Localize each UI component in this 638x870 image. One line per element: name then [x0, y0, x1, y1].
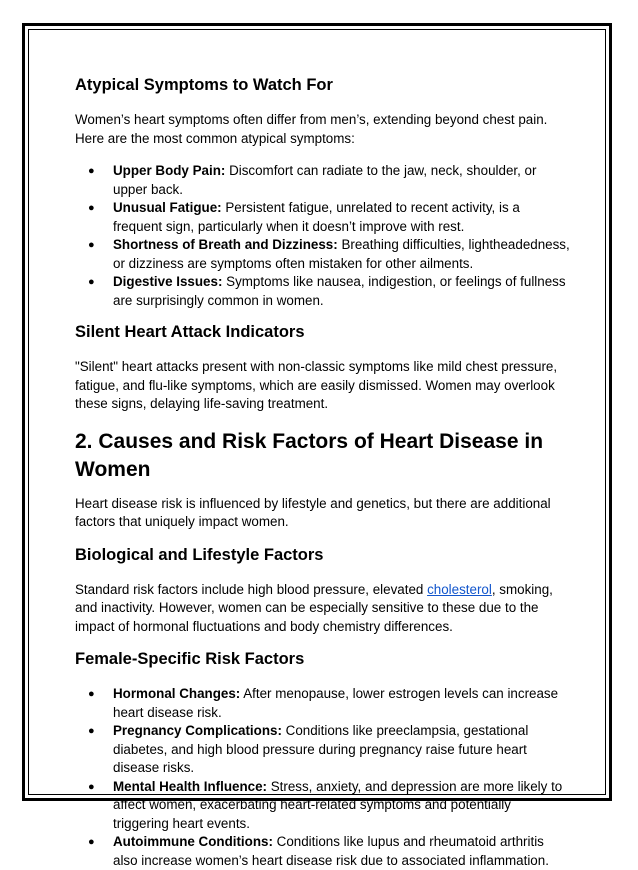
- list-item: [75, 199, 570, 236]
- list-item-term: Hormonal Changes:: [113, 686, 241, 701]
- cholesterol-link[interactable]: cholesterol: [427, 581, 492, 597]
- paragraph-atypical-intro: Women’s heart symptoms often differ from men’s, extending beyond chest pain. Here are the most common atypical symptoms:: [75, 112, 548, 146]
- list-item-term: Shortness of Breath and Dizziness:: [113, 237, 338, 252]
- list-item-term: Mental Health Influence:: [113, 778, 268, 794]
- list-item-text: Conditions like preeclampsia, gestational diabetes, and high blood pressure during pregnancy raise future heart disease risks.: [113, 723, 529, 775]
- heading-silent-heart-attack: Silent Heart Attack Indicators: [75, 323, 305, 341]
- list-item-text: After menopause, lower estrogen levels can increase heart disease risk.: [113, 686, 559, 720]
- list-item: [75, 273, 570, 310]
- list-item: [75, 236, 570, 273]
- paragraph-biological-lifestyle: [75, 581, 570, 637]
- list-item-text: Discomfort can radiate to the jaw, neck, shoulder, or upper back.: [113, 163, 537, 197]
- list-female-risk-factors: [75, 685, 570, 870]
- list-item-term: Unusual Fatigue:: [113, 200, 222, 215]
- list-item-term: Autoimmune Conditions:: [113, 834, 273, 849]
- heading-female-specific: Female-Specific Risk Factors: [75, 650, 305, 668]
- heading-causes-risk-factors: 2. Causes and Risk Factors of Heart Disease in Women: [75, 429, 544, 481]
- bullet-icon: ●: [88, 688, 95, 700]
- list-item: [75, 685, 570, 722]
- bullet-icon: ●: [88, 780, 95, 793]
- paragraph-causes-intro: Heart disease risk is influenced by lifestyle and genetics, but there are additional factors that uniquely impact women.: [75, 495, 551, 529]
- list-item: [75, 722, 570, 778]
- bullet-icon: ●: [88, 725, 95, 737]
- heading-atypical-symptoms: Atypical Symptoms to Watch For: [75, 76, 333, 94]
- bullet-icon: ●: [88, 239, 95, 251]
- list-item-text: Symptoms like nausea, indigestion, or feelings of fullness are surprisingly common in women.: [113, 274, 566, 308]
- paragraph-text-after-link: , smoking, and inactivity. However, women can be especially sensitive to these due to the impact of hormonal fluctuations and body chemistry differences.: [75, 581, 553, 634]
- bullet-icon: ●: [88, 836, 95, 848]
- bullet-icon: ●: [88, 165, 95, 177]
- list-item: [75, 162, 570, 199]
- list-item-text: Breathing difficulties, lightheadedness, or dizziness are symptoms often mistaken for other ailments.: [113, 237, 570, 271]
- list-item: [75, 833, 570, 870]
- list-atypical-symptoms: [75, 162, 570, 310]
- heading-biological-lifestyle: Biological and Lifestyle Factors: [75, 545, 324, 564]
- paragraph-text-before-link: Standard risk factors include high blood pressure, elevated: [75, 581, 428, 597]
- list-item-term: Digestive Issues:: [113, 274, 223, 289]
- bullet-icon: ●: [88, 276, 95, 288]
- list-item-text: Stress, anxiety, and depression are more likely to affect women, exacerbating heart-related symptoms and potentially triggering heart events.: [113, 778, 563, 831]
- bullet-icon: ●: [88, 202, 95, 214]
- document-body: [75, 74, 570, 870]
- list-item-text: Persistent fatigue, unrelated to recent activity, is a frequent sign, particularly when it doesn’t improve with rest.: [113, 200, 520, 234]
- list-item-term: Pregnancy Complications:: [113, 723, 282, 738]
- list-item-term: Upper Body Pain:: [113, 163, 226, 178]
- list-item: [75, 778, 570, 834]
- list-item-text: Conditions like lupus and rheumatoid arthritis also increase women’s heart disease risk due to associated inflammation.: [113, 834, 549, 868]
- paragraph-silent-heart-attack: "Silent" heart attacks present with non-classic symptoms like mild chest pressure, fatigue, and flu-like symptoms, which are easily dismissed. Women may overlook these signs, delaying life-saving treatment.: [75, 359, 558, 411]
